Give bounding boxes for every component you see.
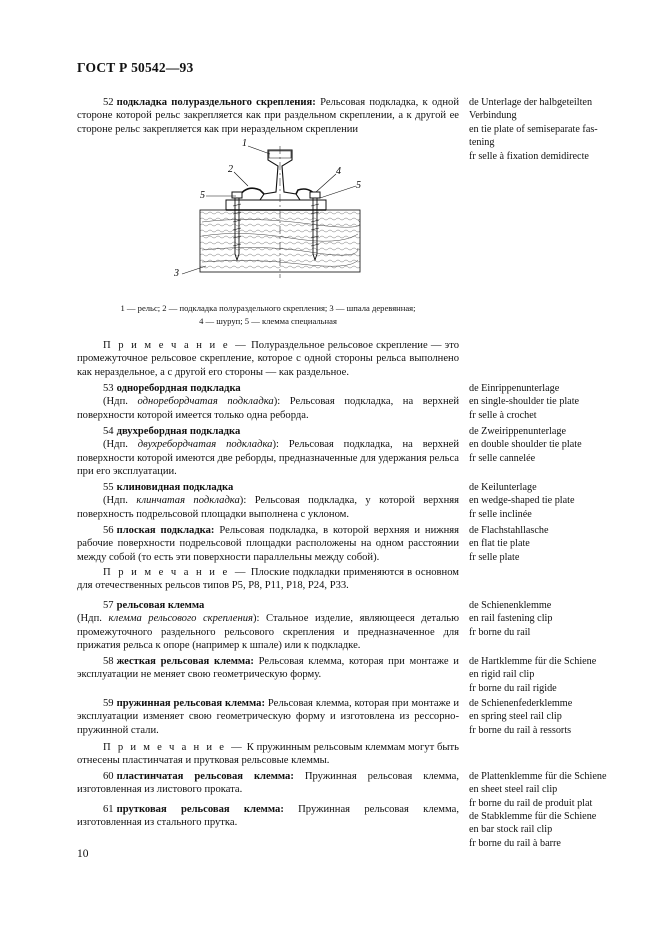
entry-57: 57 рельсовая клемма (Ндп. клемма рельсового скрепления): Стальное изделие, являющееся деталью промежуточного раздельного рельсового скрепления и предназначенное для прижатия рельса к опоре (например к шпале) или к подкладке.	[77, 600, 460, 652]
entry-number: 58	[103, 656, 114, 667]
entry-52-foreign	[469, 96, 598, 163]
tie-plate	[226, 200, 326, 210]
entry-number: 59	[103, 698, 114, 709]
document-title: ГОСТ Р 50542—93	[77, 60, 194, 75]
note-text: Полураздельное рельсовое скрепление — это промежуточное рельсовое скрепление, которое с одной стороны рельса выполнено как нераздельное, а с другой его стороны — как раздельное.	[77, 340, 460, 378]
entry-definition: Рельсовая подкладка, на верхней поверхности которой имеются две реборды, предназначенные для удержания рельса при его эксплуатации.	[77, 439, 459, 478]
entry-55: 55 клиновидная подкладка (Ндп. клинчатая подкладка): Рельсовая подкладка, у которой верхняя поверхность подрельсовой площадки выполнена с уклоном.	[77, 482, 460, 520]
foreign-term: en spring steel rail clip	[469, 711, 562, 723]
note-56	[77, 566, 459, 593]
note-label: П р и м е ч а н и е —	[103, 567, 248, 578]
entry-term: жесткая рельсовая клемма:	[116, 656, 254, 667]
entry-61-foreign	[469, 810, 596, 850]
entry-term: плоская подкладка:	[116, 525, 215, 536]
entry-number: 52	[103, 97, 114, 108]
entry-number: 54	[103, 426, 114, 437]
foreign-term: tening	[469, 137, 495, 149]
synonym-prefix: (Ндп.	[103, 439, 128, 451]
entry-number: 56	[103, 525, 114, 536]
synonym-prefix: (Ндп.	[103, 495, 128, 507]
note-59	[77, 741, 459, 768]
callout-5-right: 5	[356, 180, 361, 191]
foreign-term: fr selle inclinée	[469, 508, 532, 520]
caption-line: 4 — шуруп; 5 — клемма специальная	[199, 315, 337, 326]
callout-3: 3	[174, 268, 179, 279]
foreign-term: fr selle à fixation demidirecte	[469, 150, 589, 162]
entry-definition: Рельсовая клемма, которая при монтаже и эксплуатации изменяет свою геометрическую форму и изготовлена из рессорно-пружинной стали.	[77, 698, 459, 736]
foreign-term: en single-shoulder tie plate	[469, 396, 580, 408]
foreign-term: fr selle à crochet	[469, 409, 537, 421]
foreign-term: fr borne du rail à ressorts	[469, 724, 572, 736]
figure-caption	[77, 302, 459, 327]
entry-term: прутковая рельсовая клемма:	[116, 804, 284, 815]
note-label: П р и м е ч а н и е —	[103, 742, 244, 753]
entry-53-foreign	[469, 382, 579, 422]
entry-term: клиновидная подкладка	[116, 482, 234, 493]
foreign-term: de Keilunterlage	[469, 482, 537, 493]
entry-definition: Пружинная рельсовая клемма, изготовленная из листового проката.	[77, 771, 460, 796]
entry-term: пружинная рельсовая клемма:	[116, 698, 265, 709]
foreign-term: de Zweirippenunterlage	[469, 426, 567, 437]
callout-1: 1	[242, 138, 247, 149]
foreign-term: fr selle cannelée	[469, 452, 536, 464]
entry-56	[77, 524, 459, 564]
entry-number: 60	[103, 771, 114, 782]
entry-56-foreign	[469, 524, 549, 564]
note-52	[77, 339, 459, 379]
callout-2: 2	[228, 164, 233, 175]
entry-definition: Стальное изделие, являющееся деталью промежуточного раздельного рельсового скрепления и предназначенное для прижатия рельса к опоре (например к шпале) или к подкладке.	[77, 613, 460, 652]
entry-definition: Пружинная рельсовая клемма, изготовленная из стального прутка.	[77, 804, 459, 829]
synonym-prefix: (Ндп.	[77, 613, 102, 625]
foreign-term: en rigid rail clip	[469, 669, 535, 681]
entry-54: 54 двухребордная подкладка (Ндп. двухребордчатая подкладка): Рельсовая подкладка, на верхней поверхности которой имеются две реборды, предназначенные для удержания рельса при его эксплуатации.	[77, 426, 459, 478]
entry-definition: Рельсовая подкладка, на верхней поверхности которой имеется только одна реборда.	[77, 396, 460, 421]
entry-61	[77, 803, 459, 830]
foreign-term: en wedge-shaped tie plate	[469, 495, 575, 507]
foreign-term: fr selle plate	[469, 551, 520, 563]
entry-58	[77, 655, 459, 682]
entry-54-foreign	[469, 425, 582, 465]
entry-synonym: клемма рельсового скрепления	[108, 613, 253, 625]
foreign-term: de Hartklemme für die Schiene	[469, 656, 597, 667]
entry-number: 61	[103, 804, 114, 815]
foreign-term: en sheet steel rail clip	[469, 784, 558, 796]
foreign-term: en tie plate of semiseparate fas-	[469, 123, 598, 135]
foreign-term: de Schienenfederklemme	[469, 698, 573, 709]
entry-term: рельсовая клемма	[116, 600, 205, 611]
foreign-term: de Unterlage der halbgeteilten	[469, 97, 593, 108]
entry-60-foreign	[469, 770, 607, 810]
foreign-term: de Stabklemme für die Schiene	[469, 811, 597, 822]
foreign-term: de Plattenklemme für die Schiene	[469, 771, 607, 782]
foreign-term: fr borne du rail rigide	[469, 682, 557, 694]
entry-synonym: двухребордчатая подкладка	[137, 439, 273, 451]
entry-synonym: одноребордчатая подкладка	[137, 396, 274, 408]
foreign-term: de Schienenklemme	[469, 600, 552, 611]
entry-59-foreign	[469, 697, 572, 737]
entry-52	[77, 96, 459, 136]
entry-term: двухребордная подкладка	[116, 426, 241, 437]
foreign-term: fr borne du rail à barre	[469, 837, 561, 849]
entry-term: подкладка полураздельного скрепления:	[116, 97, 316, 108]
rail-fastening-drawing	[160, 138, 380, 286]
callout-4: 4	[336, 166, 341, 177]
page-number: 10	[77, 848, 89, 860]
entry-definition: Рельсовая клемма, которая при монтаже и эксплуатации не меняет свою геометрическую форму.	[77, 656, 459, 681]
foreign-term: fr borne du rail de produit plat	[469, 797, 593, 809]
entry-number: 55	[103, 482, 114, 493]
foreign-term: de Flachstahllasche	[469, 525, 549, 536]
entry-53: 53 одноребордная подкладка (Ндп. одноребордчатая подкладка): Рельсовая подкладка, на верхней поверхности которой имеется только одна реборда.	[77, 383, 460, 421]
entry-synonym: клинчатая подкладка	[136, 495, 240, 507]
foreign-term: en bar stock rail clip	[469, 824, 553, 836]
entry-term: пластинчатая рельсовая клемма:	[116, 771, 294, 782]
foreign-term: en double shoulder tie plate	[469, 439, 582, 451]
entry-58-foreign	[469, 655, 596, 695]
note-text: Плоские подкладки применяются в основном для отечественных рельсов типов Р5, Р8, Р11, Р18, Р24, Р33.	[77, 567, 460, 592]
callout-5-left: 5	[200, 190, 205, 201]
entry-59	[77, 697, 459, 737]
caption-line: 1 — рельс; 2 — подкладка полураздельного скрепления; 3 — шпала деревянная;	[120, 303, 416, 313]
note-label: П р и м е ч а н и е —	[103, 340, 248, 351]
foreign-term: de Einrippenunterlage	[469, 383, 560, 394]
rail-fastening-figure	[160, 138, 380, 286]
foreign-term: en rail fastening clip	[469, 613, 553, 625]
entry-57-foreign	[469, 599, 552, 639]
foreign-term: Verbindung	[469, 110, 517, 122]
entry-definition: Рельсовая подкладка, к одной стороне которой рельс закрепляется как при раздельном скреплении, а к другой ее стороне рельс закрепляется как при нераздельном скреплении	[77, 97, 459, 135]
entry-definition: Рельсовая подкладка, в которой верхняя и нижняя рабочие поверхности подрельсовой площадки расположены на одном расстоянии между собой (то есть эти поверхности параллельны между собой).	[77, 525, 459, 563]
entry-term: одноребордная подкладка	[116, 383, 241, 394]
foreign-term: fr borne du rail	[469, 626, 531, 638]
foreign-term: en flat tie plate	[469, 538, 530, 550]
entry-definition: Рельсовая подкладка, у которой верхняя поверхность подрельсовой площадки выполнена с уклоном.	[77, 495, 460, 520]
entry-number: 53	[103, 383, 114, 394]
entry-55-foreign	[469, 481, 575, 521]
synonym-prefix: (Ндп.	[103, 396, 128, 408]
entry-number: 57	[103, 600, 114, 611]
entry-60	[77, 770, 459, 797]
note-text: К пружинным рельсовым клеммам могут быть отнесены пластинчатая и прутковая рельсовые клеммы.	[77, 742, 460, 767]
